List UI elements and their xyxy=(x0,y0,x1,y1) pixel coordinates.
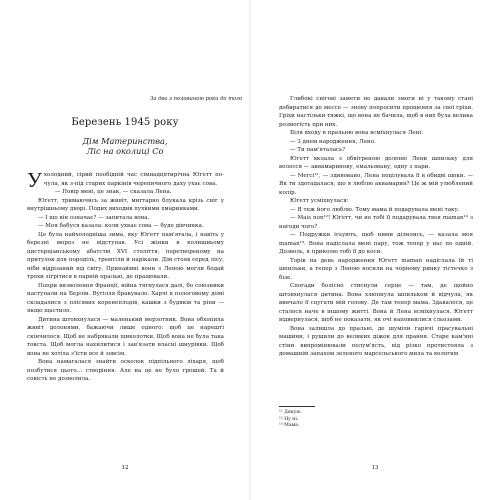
paragraph: — Merci¹¹, — здивовано, Лена поцілувала її в обидві щоки. — Як ти здогадалася, що я люблю аквамарин? Це ж мій улюблений колір. xyxy=(279,172,473,196)
paragraph: Юґетт вклала з обвітреною долоню Лени шпильку для волосся — аквамаринову, емальовану, одну з пари. xyxy=(279,155,473,170)
footnotes xyxy=(279,410,473,430)
paragraph: — Mais non¹²! Юґетт, чи не тобі її подарувала твоя maman¹³ з нагоди чого? xyxy=(279,215,473,230)
paragraph: Попри визволення Франції, війна тягнулася далі, бо союзники наступали на Берлін. Вугілля бракувало. Харчі в пологовому домі складалися з плісявих коренеплодів, кашки з будяків та ріпи — якщо щастило. xyxy=(27,282,224,314)
drop-cap: У xyxy=(27,168,42,192)
paragraph: — Ти пам'яталась? xyxy=(290,147,346,153)
date-heading: Березень 1945 року xyxy=(71,117,179,128)
paragraph: — Подружки ісьують, щоб ними ділились, — казала моя maman¹³. Вона надіслала мені пару, тож тепер у нас по одній. Дозволь, я приколю тобі її до коси. xyxy=(279,232,473,255)
paragraph: Юґетт усміхнулася: xyxy=(290,198,349,204)
paragraph: Юґетт, тримаючись за живіт, мигтарно блукала крізь сніг у внутрішньому дворі. Подих виходив пухкими хмаринками. xyxy=(27,197,224,212)
paragraph: — Я теж його люблю. Тому мама й подарувала мені таку. xyxy=(290,206,460,213)
page-number-left: 12 xyxy=(121,465,129,471)
paragraph: — І що він означає? — запитала вона. xyxy=(38,214,150,221)
paragraph: Спогади болісно стиснули серце — там, де щойно штовхнулася дитина. Вона хлюпнула шпильком й відчула, як вивчало її сцугати мій голову. Де там тепер мама. Здавалося, це сталося наче в іншому житті. Вона й Лена всміхнулася. Юґетт відвернулася, щоб не показати, як очі наповнилися сльозами. xyxy=(279,283,473,323)
footnote-rule xyxy=(279,406,315,407)
paragraph: Вона намагалася знайти осколок підпільного ліхаря, щоб позбутися цього… створіння. Але на це не було грошей. Та й совість не дозволила. xyxy=(27,359,224,382)
footnote: ¹³ Мама. xyxy=(279,423,300,428)
chapter-time-note: За два з половиною роки до того xyxy=(150,96,242,102)
paragraph: — З днем народження, Лено. xyxy=(290,138,376,145)
paragraph: Біля входу в пральню вона всміхнулася Лені: xyxy=(290,130,424,136)
footnote: ¹² Ну ні. xyxy=(279,416,299,422)
page-number-right: 13 xyxy=(371,465,379,471)
paragraph: Дитина штовхнулася — маленький мерзотник. Вона обхопила живіт долонями, бажаючи лише одного: щоб це нарешті скінчилося. Щоб не набрякали щиколотки. Щоб вона не була така товста. Щоб могла нахилитися і зав'язати власні шнурівки. Щоб вона не хотіла з'їсти все й зовсім. xyxy=(27,316,224,357)
footnote: ¹¹ Дякую. xyxy=(279,410,302,415)
paragraph: — Моя бабуся казала: коли ухкає сова — буде дівчинка. xyxy=(38,223,204,229)
left-body-text xyxy=(27,168,224,384)
paragraph: Це була найхолодніша зима, яку Юґетт пам'ятала, і навіть у березні мороз не відступав. Усі жінки в колишньому цистерціанському абатстві XVI століття, перетвореному на притулок для породіль, тремтіли й нарікали. Дім стояв серед лісу, ніби відрізаний від світу. Принаймні вони з Леною могли бодай трохи зігрітися в парній пральні, де працювали. xyxy=(27,231,224,280)
paragraph-text: холодний, сірий пообідній час сімнадцятирічна Юґетт по-чула, як з-під старих паркінів черепичного даху ухає сова. xyxy=(43,172,224,187)
paragraph: Торік на день народження Юґетт maman надіслала їй ті шпильки, а тепер з Леною носили на чорному ринку тістечко з бізе. xyxy=(279,257,473,281)
paragraph: Вона залишла до пральні, де шуміли гарячі прасувальні машини, і рушили до великих діжок для прання. Старе кам'яні стіни випромінювали полум'ясть, від різко протистояла з домашнім запахом зеленого марсельського мила та вологим xyxy=(279,325,473,357)
paragraph: Глибокі снігові замети не давали змоги ні у такому стані добиратися до мессе — знову попросити прощення за свої гріхи. Гріхи настільки тяжкі, що вона не бачила, щоб в них була велика розмогість при них. xyxy=(279,96,473,128)
right-body-text xyxy=(279,95,473,359)
location-heading-line2: Ліс на околиці Сo xyxy=(86,146,164,156)
right-page xyxy=(250,0,500,500)
location-heading-line1: Дім Материнства, xyxy=(82,136,168,146)
paragraph: — Повір мені, це знак, — сказала Лена. xyxy=(54,189,172,195)
